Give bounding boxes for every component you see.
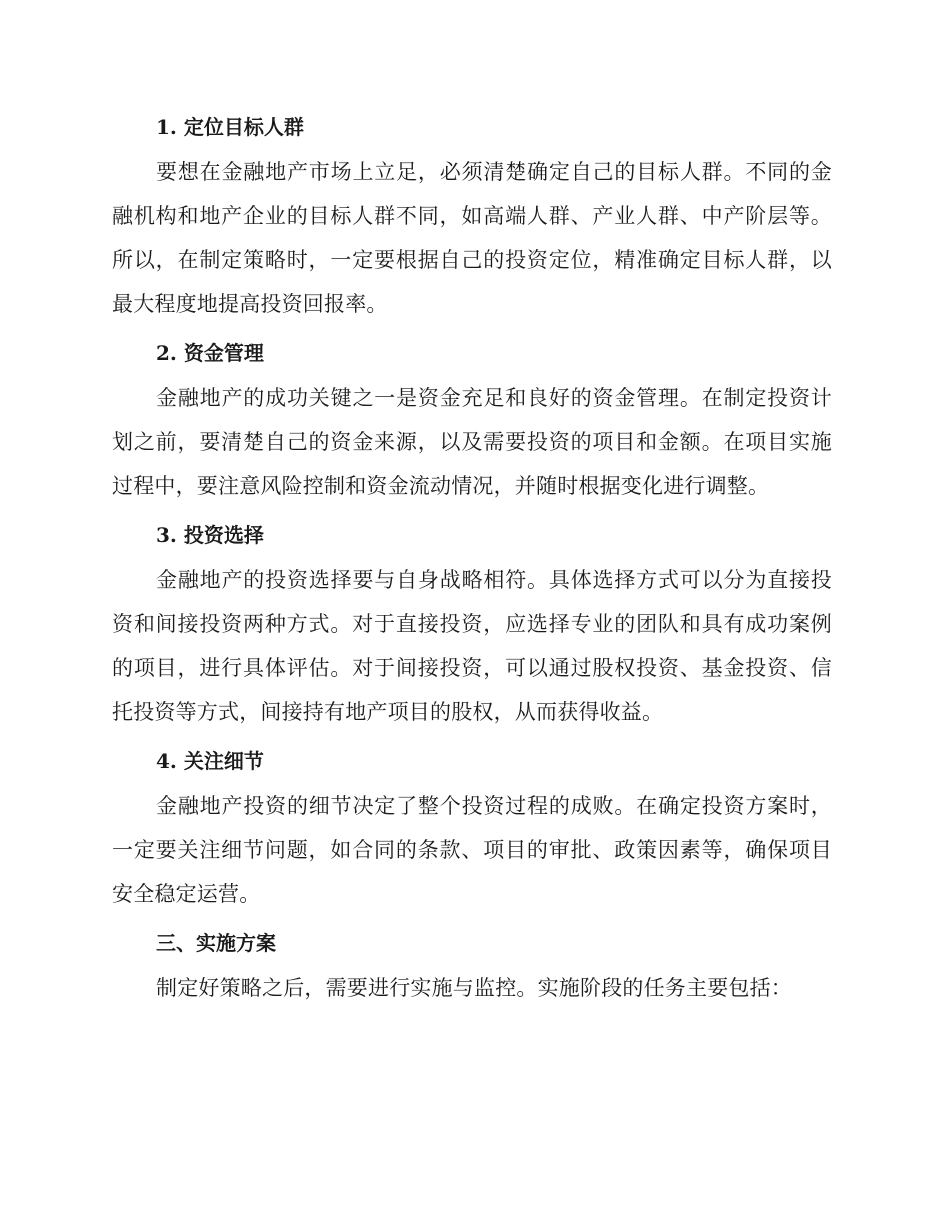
section-heading-attention-to-detail: 4. 关注细节 — [156, 749, 264, 773]
section-heading-investment-choice: 3. 投资选择 — [156, 523, 264, 547]
section-heading-target-audience: 1. 定位目标人群 — [156, 115, 304, 139]
section-paragraph-investment-choice: 金融地产的投资选择要与自身战略相符。具体选择方式可以分为直接投资和间接投资两种方式。对于直接投资，应选择专业的团队和具有成功案例的项目，进行具体评估。对于间接投资，可以通过股权投资、基金投资、信托投资等方式，间接持有地产项目的股权，从而获得收益。 — [112, 568, 832, 724]
section-paragraph-implementation-plan: 制定好策略之后，需要进行实施与监控。实施阶段的任务主要包括： — [156, 976, 792, 1000]
section-paragraph-attention-to-detail: 金融地产投资的细节决定了整个投资过程的成败。在确定投资方案时，一定要关注细节问题，如合同的条款、项目的审批、政策因素等，确保项目安全稳定运营。 — [112, 794, 832, 906]
section-paragraph-target-audience: 要想在金融地产市场上立足，必须清楚确定自己的目标人群。不同的金融机构和地产企业的目标人群不同，如高端人群、产业人群、中产阶层等。所以，在制定策略时，一定要根据自己的投资定位，精准确定目标人群，以最大程度地提高投资回报率。 — [112, 160, 832, 316]
section-heading-implementation-plan: 三、实施方案 — [156, 931, 276, 955]
document-body — [112, 110, 832, 1010]
section-paragraph-fund-management: 金融地产的成功关键之一是资金充足和良好的资金管理。在制定投资计划之前，要清楚自己的资金来源，以及需要投资的项目和金额。在项目实施过程中，要注意风险控制和资金流动情况，并随时根据变化进行调整。 — [112, 386, 832, 498]
section-heading-fund-management: 2. 资金管理 — [156, 341, 264, 365]
